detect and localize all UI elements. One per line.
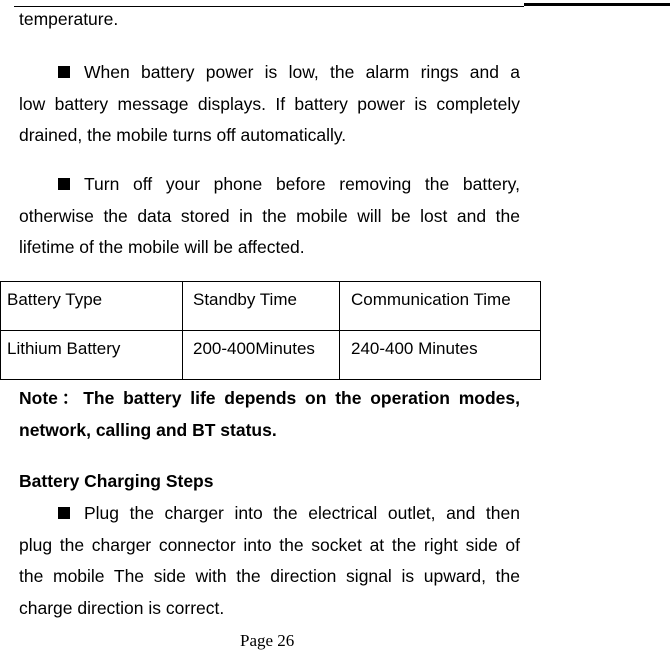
header-thick-rule [524,3,670,6]
section-title: Battery Charging Steps [19,471,214,491]
table-cell: 200-400Minutes [183,331,340,380]
table-row [1,331,541,380]
paragraph-line: drained, the mobile turns off automatically. [19,125,347,145]
paragraph-line: low battery message displays. If battery power is completely [19,93,520,114]
paragraph-line [19,57,520,89]
note-line: network, calling and BT status. [19,419,277,440]
table-header-row [1,282,541,331]
black-square-bullet-icon [58,178,70,190]
paragraph-low-battery [19,57,520,152]
table-header-cell: Standby Time [183,282,340,331]
paragraph-line [19,169,520,201]
paragraph-line: charge direction is correct. [19,597,225,618]
paragraph-line-text: Turn off your phone before removing the battery, [84,174,520,194]
note-line: Note：The battery life depends on the operation modes, [19,388,520,408]
paragraph-line-text: Plug the charger into the electrical outlet, and then [84,503,520,523]
paragraph-line [19,498,520,530]
table-header-cell: Battery Type [1,282,183,331]
black-square-bullet-icon [58,66,70,78]
paragraph-line-text: When battery power is low, the alarm rings and a [84,62,520,82]
paragraph-line: the mobile The side with the direction signal is upward, the [19,566,520,586]
paragraph-line: plug the charger connector into the socket at the right side of [19,534,520,555]
paragraph-temperature [19,4,520,36]
paragraph-line: lifetime of the mobile will be affected. [19,237,305,257]
table-header-cell: Communication Time [340,282,541,331]
battery-table [0,281,541,380]
table-cell: 240-400 Minutes [340,331,541,380]
table-cell: Lithium Battery [1,331,183,380]
paragraph-line: otherwise the data stored in the mobile will be lost and the [19,205,520,226]
paragraph-line: temperature. [19,9,119,29]
battery-life-note [19,383,520,446]
black-square-bullet-icon [58,507,70,519]
paragraph-charging [19,498,520,624]
paragraph-remove-battery [19,169,520,264]
page-number: Page 26 [240,631,295,650]
